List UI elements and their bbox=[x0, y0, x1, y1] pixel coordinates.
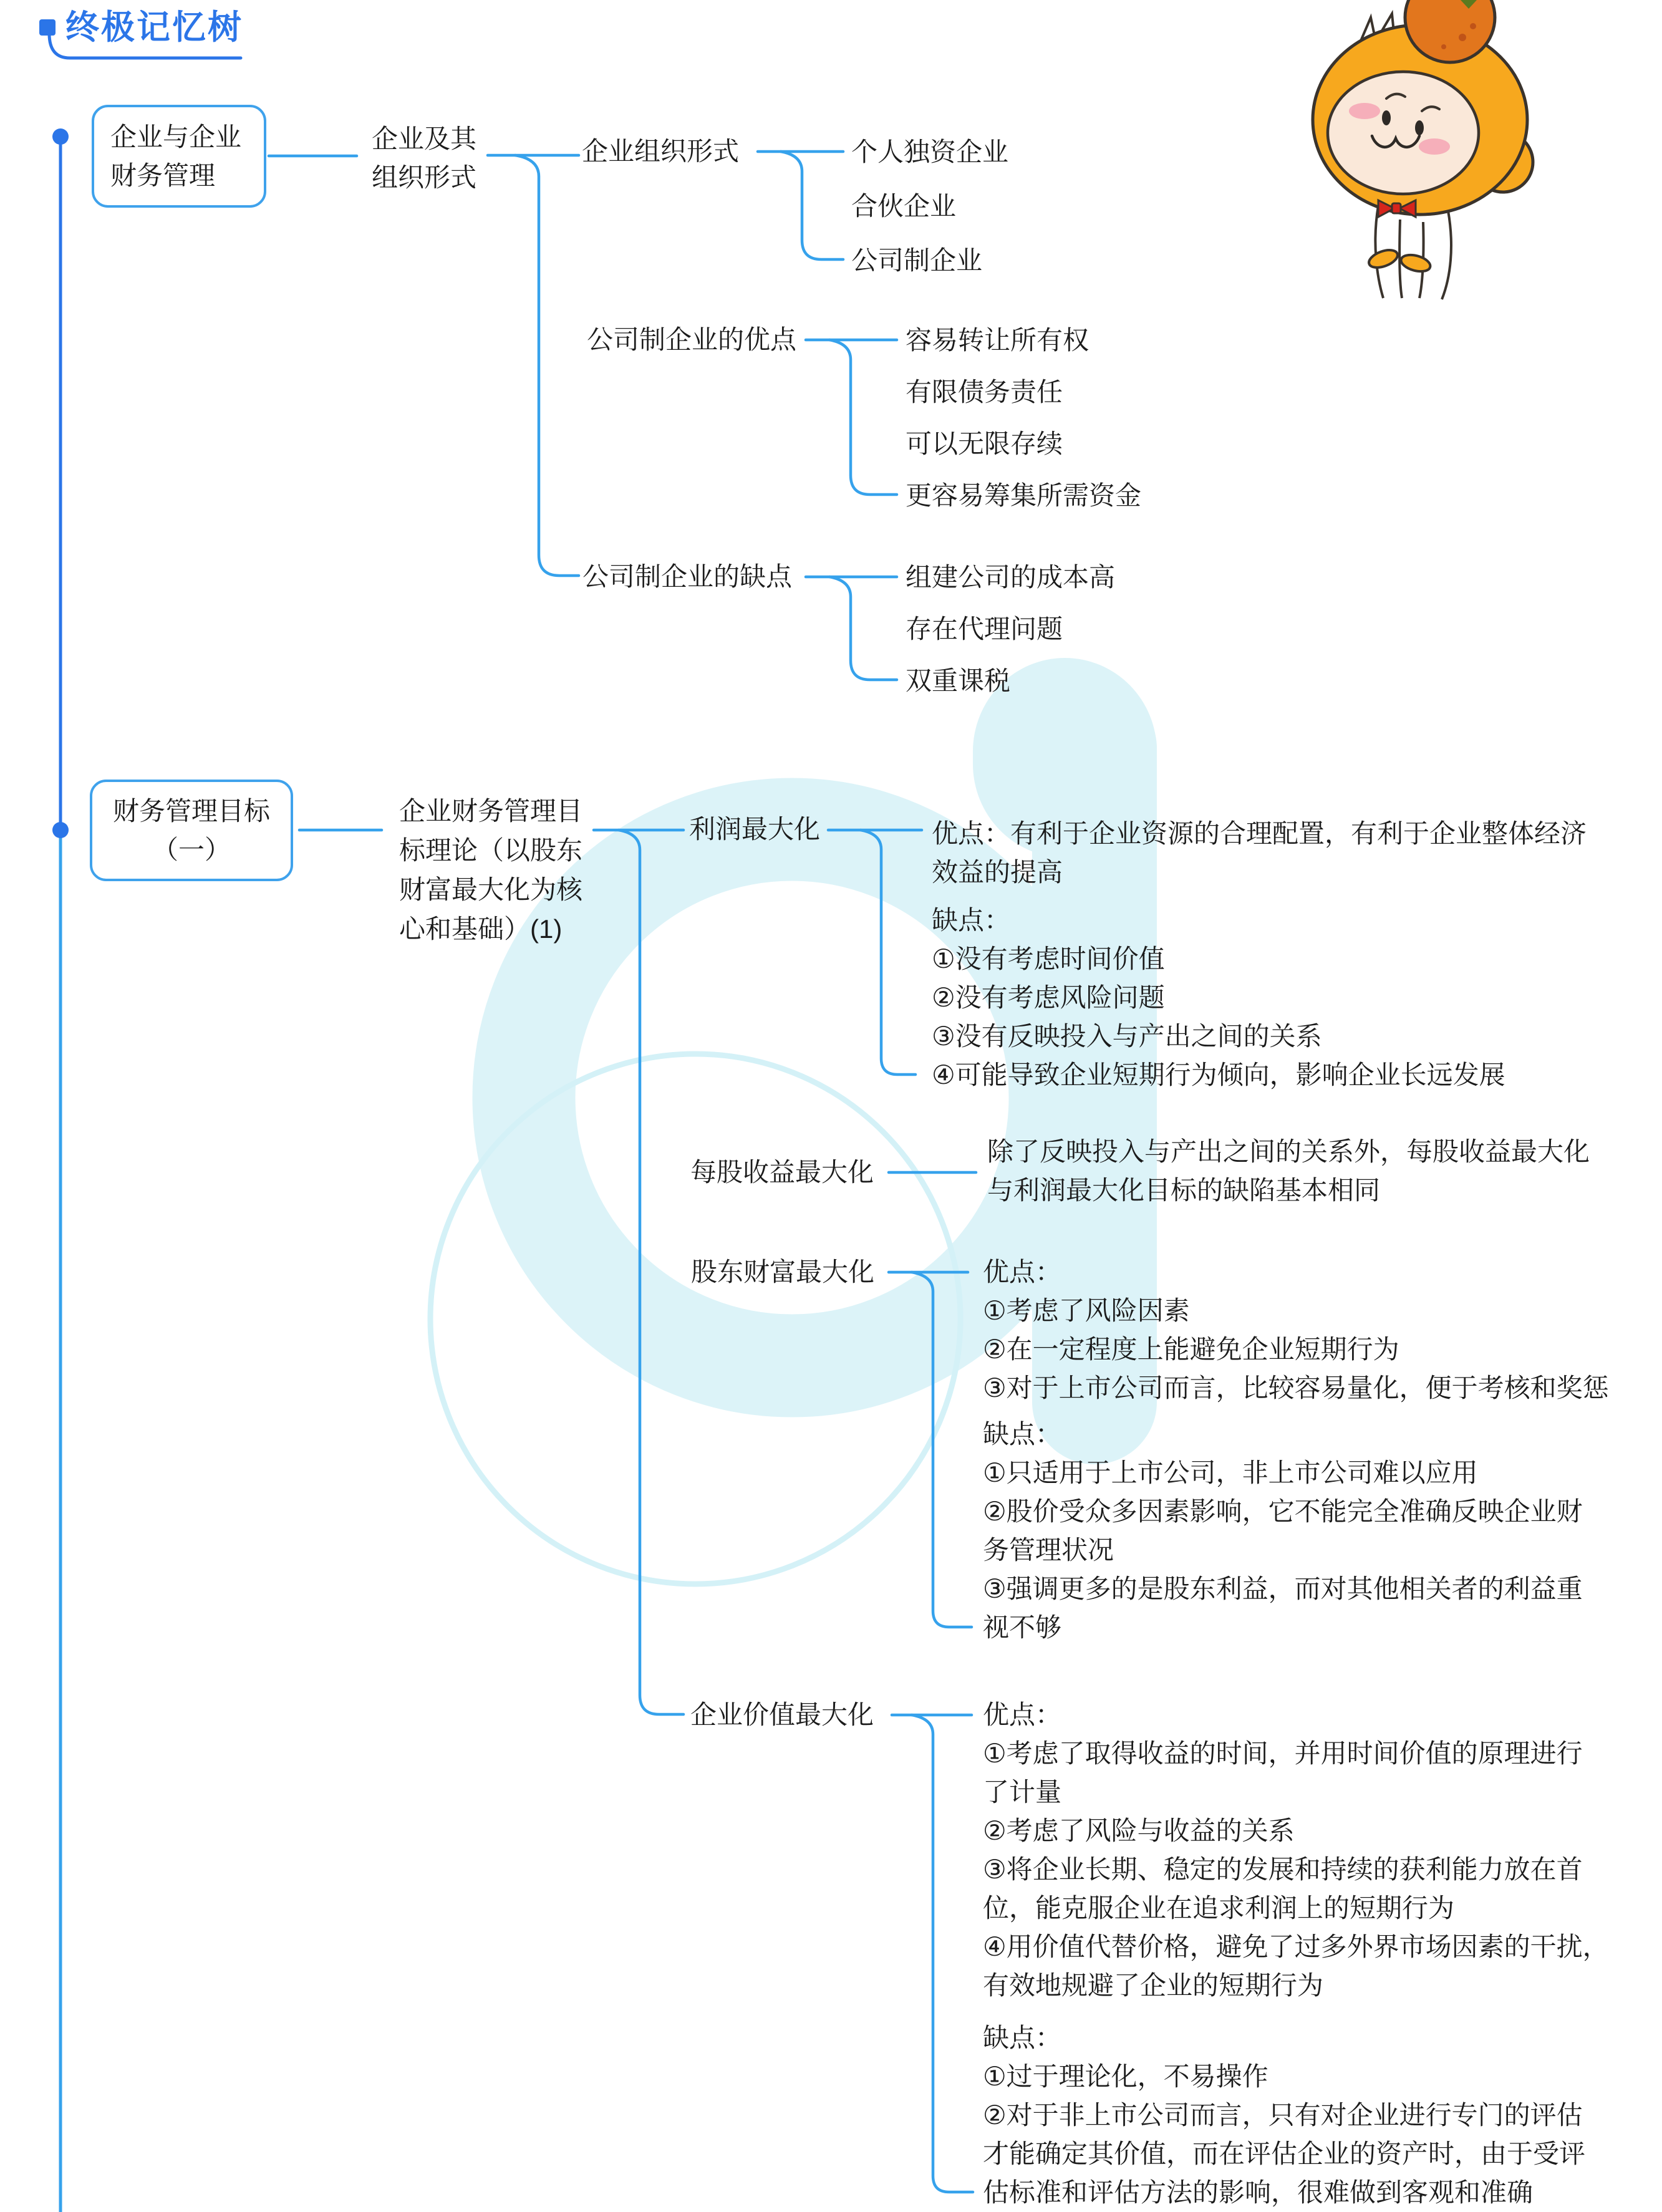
text-line: 优点：有利于企业资源的合理配置，有利于企业整体经济 bbox=[932, 819, 1587, 848]
text-line: 财务管理目标 bbox=[112, 796, 270, 826]
text-line: ②考虑了风险与收益的关系 bbox=[983, 1816, 1295, 1845]
root-node-enterprise-finance bbox=[92, 105, 266, 208]
branch-label-eps-max: 每股收益最大化 bbox=[690, 1157, 874, 1187]
text-line: 缺点： bbox=[983, 1419, 1062, 1449]
detail-shareholder-wealth-advantages bbox=[983, 1253, 1609, 1408]
branch-label-profit-max: 利润最大化 bbox=[689, 814, 821, 844]
text-line: 公司制企业 bbox=[851, 246, 983, 275]
text-line: 组织形式 bbox=[372, 163, 477, 192]
text-line: ②没有考虑风险问题 bbox=[932, 983, 1165, 1012]
page-title: 终极记忆树 bbox=[65, 9, 243, 46]
text-line: 位，能克服企业在追求利润上的短期行为 bbox=[983, 1893, 1455, 1923]
topic-fm-objective-theory bbox=[399, 791, 582, 949]
text-line: ①考虑了风险因素 bbox=[983, 1296, 1190, 1325]
text-line: 可以无限存续 bbox=[906, 429, 1063, 458]
branch-label-org-forms: 企业组织形式 bbox=[582, 137, 740, 166]
topic-enterprise-org-forms bbox=[372, 120, 476, 197]
branch-label-corp-advantages: 公司制企业的优点 bbox=[587, 325, 797, 354]
text-line: 与利润最大化目标的缺陷基本相同 bbox=[987, 1176, 1381, 1205]
text-line: 务管理状况 bbox=[983, 1535, 1114, 1565]
text-line: ②对于非上市公司而言，只有对企业进行专门的评估 bbox=[983, 2100, 1583, 2130]
text-line: 容易转让所有权 bbox=[906, 326, 1089, 355]
text-line: ③强调更多的是股东利益，而对其他相关者的利益重 bbox=[983, 1574, 1583, 1603]
text-line: 企业及其 bbox=[372, 124, 477, 153]
text-line: ①过于理论化，不易操作 bbox=[983, 2062, 1268, 2091]
text-line: 除了反映投入与产出之间的关系外，每股收益最大化 bbox=[987, 1137, 1590, 1166]
text-line: ①没有考虑时间价值 bbox=[932, 944, 1165, 973]
text-line: 个人独资企业 bbox=[851, 137, 1009, 167]
text-line: 效益的提高 bbox=[932, 857, 1063, 887]
leaf-list-corp-disadvantages bbox=[906, 551, 1115, 707]
detail-eps-max-note bbox=[987, 1133, 1590, 1210]
text-line: 合伙企业 bbox=[851, 191, 957, 221]
text-line: ④用价值代替价格，避免了过多外界市场因素的干扰， bbox=[983, 1932, 1609, 1961]
text-line: 优点： bbox=[983, 1257, 1062, 1287]
branch-label-enterprise-value-max: 企业价值最大化 bbox=[690, 1700, 874, 1729]
text-line: ③将企业长期、稳定的发展和持续的获利能力放在首 bbox=[983, 1855, 1583, 1884]
page-header bbox=[39, 10, 243, 45]
text-line: ②股价受众多因素影响，它不能完全准确反映企业财 bbox=[983, 1497, 1583, 1526]
text-line: ④可能导致企业短期行为倾向，影响企业长远发展 bbox=[932, 1060, 1505, 1089]
text-line: 有限债务责任 bbox=[906, 377, 1063, 407]
text-line: 视不够 bbox=[983, 1613, 1062, 1642]
branch-label-shareholder-wealth-max: 股东财富最大化 bbox=[691, 1257, 875, 1287]
text-line: 缺点： bbox=[932, 906, 1011, 935]
text-line: 组建公司的成本高 bbox=[906, 563, 1116, 592]
detail-profit-max-advantages bbox=[932, 814, 1587, 892]
text-line: 财务管理 bbox=[110, 160, 216, 190]
detail-enterprise-value-advantages bbox=[983, 1696, 1609, 2005]
text-line: 企业与企业 bbox=[110, 122, 242, 152]
text-line: ②在一定程度上能避免企业短期行为 bbox=[983, 1335, 1399, 1364]
detail-shareholder-wealth-disadvantages bbox=[983, 1415, 1583, 1647]
text-line: 存在代理问题 bbox=[906, 614, 1063, 644]
leaf-list-corp-advantages bbox=[906, 314, 1141, 521]
text-line: 双重课税 bbox=[906, 666, 1011, 695]
text-line: 估标准和评估方法的影响，很难做到客观和准确 bbox=[983, 2178, 1534, 2207]
text-line: 缺点： bbox=[983, 2023, 1062, 2052]
text-line: 优点： bbox=[983, 1700, 1062, 1729]
text-line: ①只适用于上市公司，非上市公司难以应用 bbox=[983, 1458, 1478, 1487]
text-line: 财富最大化为核 bbox=[399, 875, 583, 904]
branch-label-corp-disadvantages: 公司制企业的缺点 bbox=[582, 562, 793, 591]
text-line: 更容易筹集所需资金 bbox=[906, 481, 1142, 510]
detail-enterprise-value-disadvantages bbox=[983, 2019, 1585, 2212]
text-line: 企业财务管理目 bbox=[399, 796, 583, 826]
text-line: 了计量 bbox=[983, 1777, 1062, 1807]
text-line: ①考虑了取得收益的时间，并用时间价值的原理进行 bbox=[983, 1739, 1583, 1768]
text-line: 心和基础）(1) bbox=[399, 914, 563, 944]
text-line: ③对于上市公司而言，比较容易量化，便于考核和奖惩 bbox=[983, 1373, 1609, 1403]
root-node-fm-objectives bbox=[90, 780, 293, 881]
leaf-list-org-forms bbox=[851, 125, 1008, 287]
text-line: （一） bbox=[152, 834, 231, 864]
text-line: 才能确定其价值，而在评估企业的资产时，由于受评 bbox=[983, 2139, 1586, 2168]
title-bullet-icon bbox=[39, 19, 56, 36]
text-line: 标理论（以股东 bbox=[399, 836, 583, 865]
text-line: ③没有反映投入与产出之间的关系 bbox=[932, 1021, 1322, 1051]
text-line: 有效地规避了企业的短期行为 bbox=[983, 1971, 1324, 2000]
detail-profit-max-disadvantages bbox=[932, 901, 1505, 1094]
